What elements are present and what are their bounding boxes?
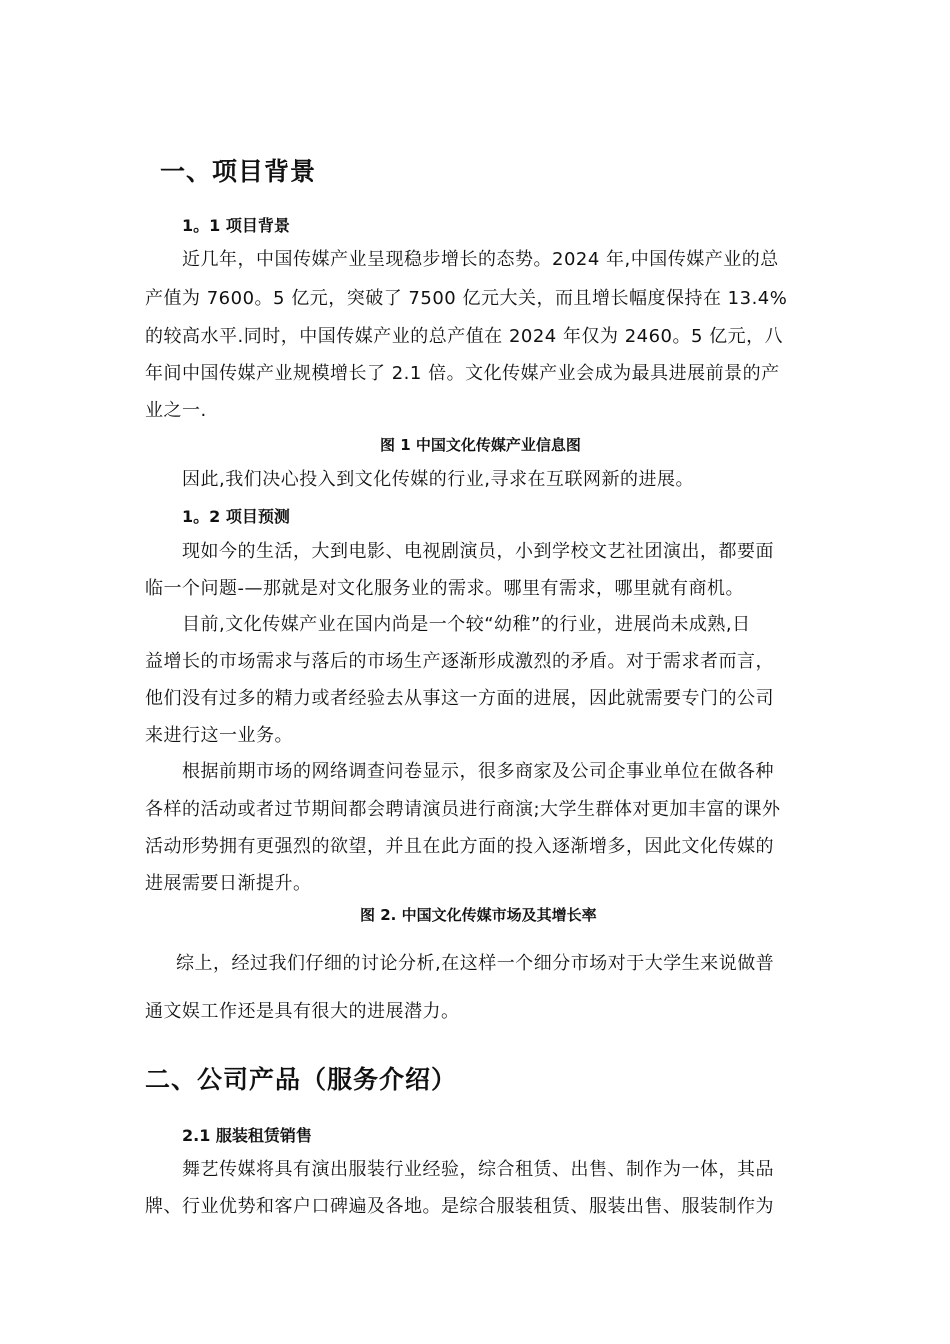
- subsection-2-1-heading: 2.1 服装租赁销售: [182, 1126, 312, 1145]
- section-2-heading: 二、公司产品（服务介绍）: [145, 1065, 458, 1094]
- paragraph-line: 产值为 7600。5 亿元，突破了 7500 亿元大关，而且增长幅度保持在 13.4%: [145, 288, 788, 309]
- paragraph-line: 益增长的市场需求与落后的市场生产逐渐形成激烈的矛盾。对于需求者而言，: [145, 651, 774, 672]
- figure-1-caption: 图 1 中国文化传媒产业信息图: [380, 436, 581, 454]
- figure-2-caption: 图 2. 中国文化传媒市场及其增长率: [360, 906, 597, 924]
- paragraph-line: 活动形势拥有更强烈的欲望，并且在此方面的投入逐渐增多，因此文化传媒的: [145, 836, 774, 857]
- paragraph-line: 各样的活动或者过节期间都会聘请演员进行商演;大学生群体对更加丰富的课外: [145, 799, 781, 820]
- paragraph-line: 舞艺传媒将具有演出服装行业经验，综合租赁、出售、制作为一体，其品: [182, 1159, 774, 1180]
- paragraph-line: 因此,我们决心投入到文化传媒的行业,寻求在互联网新的进展。: [182, 469, 694, 490]
- paragraph-line: 的较高水平.同时，中国传媒产业的总产值在 2024 年仅为 2460。5 亿元，八: [145, 326, 784, 347]
- paragraph-line: 业之一.: [145, 400, 207, 421]
- paragraph-line: 临一个问题-—那就是对文化服务业的需求。哪里有需求，哪里就有商机。: [145, 578, 744, 599]
- paragraph-line: 他们没有过多的精力或者经验去从事这一方面的进展，因此就需要专门的公司: [145, 688, 774, 709]
- paragraph-line: 现如今的生活，大到电影、电视剧演员，小到学校文艺社团演出，都要面: [182, 541, 774, 562]
- paragraph-line: 目前,文化传媒产业在国内尚是一个较“幼稚”的行业，进展尚未成熟,日: [182, 614, 751, 635]
- subsection-1-2-heading: 1。2 项目预测: [182, 507, 290, 526]
- paragraph-line: 年间中国传媒产业规模增长了 2.1 倍。文化传媒产业会成为最具进展前景的产: [145, 363, 780, 384]
- paragraph-line: 综上，经过我们仔细的讨论分析,在这样一个细分市场对于大学生来说做普: [176, 953, 775, 974]
- subsection-1-1-heading: 1。1 项目背景: [182, 216, 290, 235]
- paragraph-line: 根据前期市场的网络调查问卷显示，很多商家及公司企事业单位在做各种: [182, 761, 774, 782]
- paragraph-line: 进展需要日渐提升。: [145, 873, 312, 894]
- paragraph-line: 牌、行业优势和客户口碑遍及各地。是综合服装租赁、服装出售、服装制作为: [145, 1196, 774, 1217]
- section-1-heading: 一、项目背景: [160, 157, 317, 186]
- paragraph-line: 通文娱工作还是具有很大的进展潜力。: [145, 1001, 460, 1022]
- paragraph-line: 近几年，中国传媒产业呈现稳步增长的态势。2024 年,中国传媒产业的总: [182, 249, 779, 270]
- paragraph-line: 来进行这一业务。: [145, 725, 293, 746]
